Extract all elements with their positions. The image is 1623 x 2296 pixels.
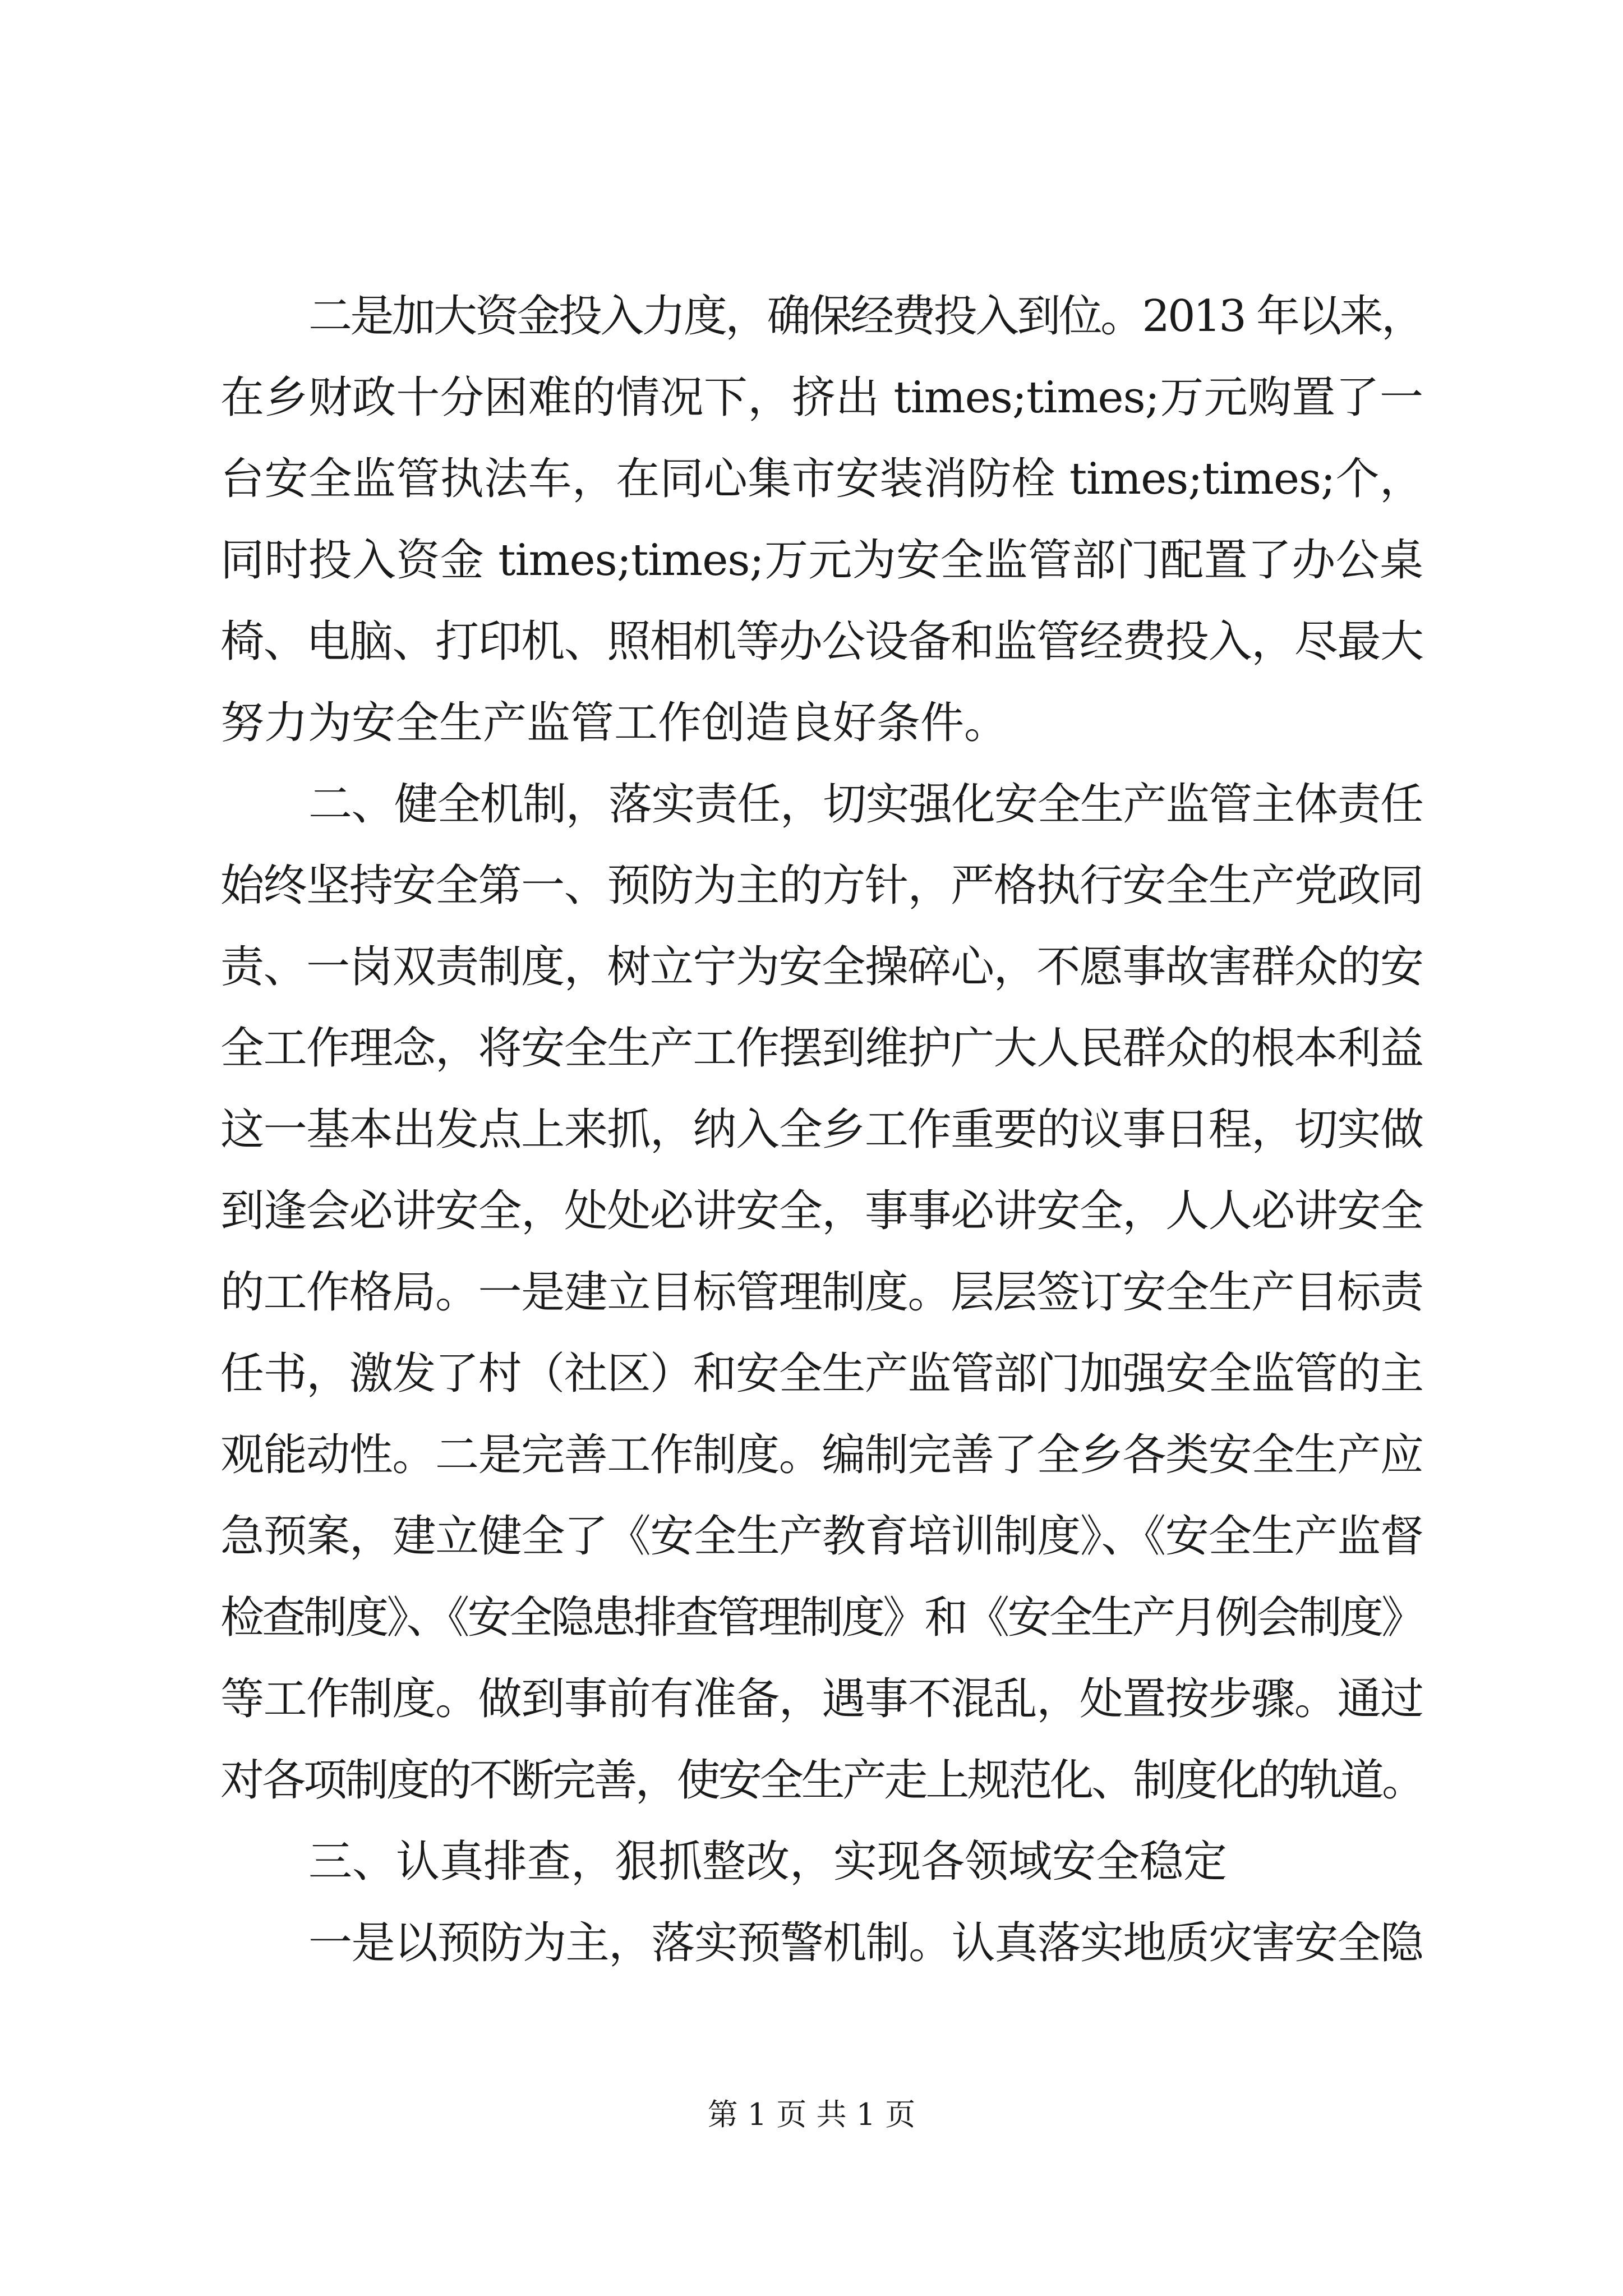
text-line: 等工作制度。做到事前有准备，遇事不混乱，处置按步骤。通过 — [220, 1674, 1423, 1724]
text-line: 到逢会必讲安全，处处必讲安全，事事必讲安全，人人必讲安全 — [220, 1186, 1423, 1236]
text-line: 的工作格局。一是建立目标管理制度。层层签订安全生产目标责 — [220, 1267, 1423, 1318]
text-line: 观能动性。二是完善工作制度。编制完善了全乡各类安全生产应 — [220, 1430, 1423, 1480]
section-heading: 二、健全机制，落实责任，切实强化安全生产监管主体责任 — [308, 779, 1423, 830]
text-line: 二是加大资金投入力度，确保经费投入到位。2013 年以来， — [308, 291, 1423, 342]
text-line: 急预案，建立健全了《安全生产教育培训制度》、《安全生产监督 — [220, 1511, 1423, 1562]
text-line: 努力为安全生产监管工作创造良好条件。 — [220, 698, 1008, 748]
text-line: 台安全监管执法车，在同心集市安装消防栓 times;times;个， — [220, 454, 1423, 504]
text-line: 椅、电脑、打印机、照相机等办公设备和监管经费投入，尽最大 — [220, 616, 1423, 667]
page-number-footer: 第 1 页 共 1 页 — [707, 2097, 916, 2132]
text-line: 责、一岗双责制度，树立宁为安全操碎心，不愿事故害群众的安 — [220, 942, 1423, 992]
text-line: 任书，激发了村（社区）和安全生产监管部门加强安全监管的主 — [220, 1349, 1423, 1399]
text-line: 始终坚持安全第一、预防为主的方针，严格执行安全生产党政同 — [220, 861, 1423, 911]
text-line: 这一基本出发点上来抓，纳入全乡工作重要的议事日程，切实做 — [220, 1105, 1423, 1155]
text-line: 同时投入资金 times;times;万元为安全监管部门配置了办公桌 — [220, 535, 1423, 586]
text-line: 在乡财政十分困难的情况下，挤出 times;times;万元购置了一 — [220, 372, 1423, 423]
text-line: 对各项制度的不断完善，使安全生产走上规范化、制度化的轨道。 — [220, 1755, 1423, 1806]
text-line: 一是以预防为主，落实预警机制。认真落实地质灾害安全隐 — [308, 1918, 1423, 1968]
text-line: 检查制度》、《安全隐患排查管理制度》和《安全生产月例会制度》 — [220, 1593, 1423, 1643]
section-heading: 三、认真排查，狠抓整改，实现各领域安全稳定 — [308, 1837, 1228, 1887]
text-line: 全工作理念，将安全生产工作摆到维护广大人民群众的根本利益 — [220, 1023, 1423, 1074]
